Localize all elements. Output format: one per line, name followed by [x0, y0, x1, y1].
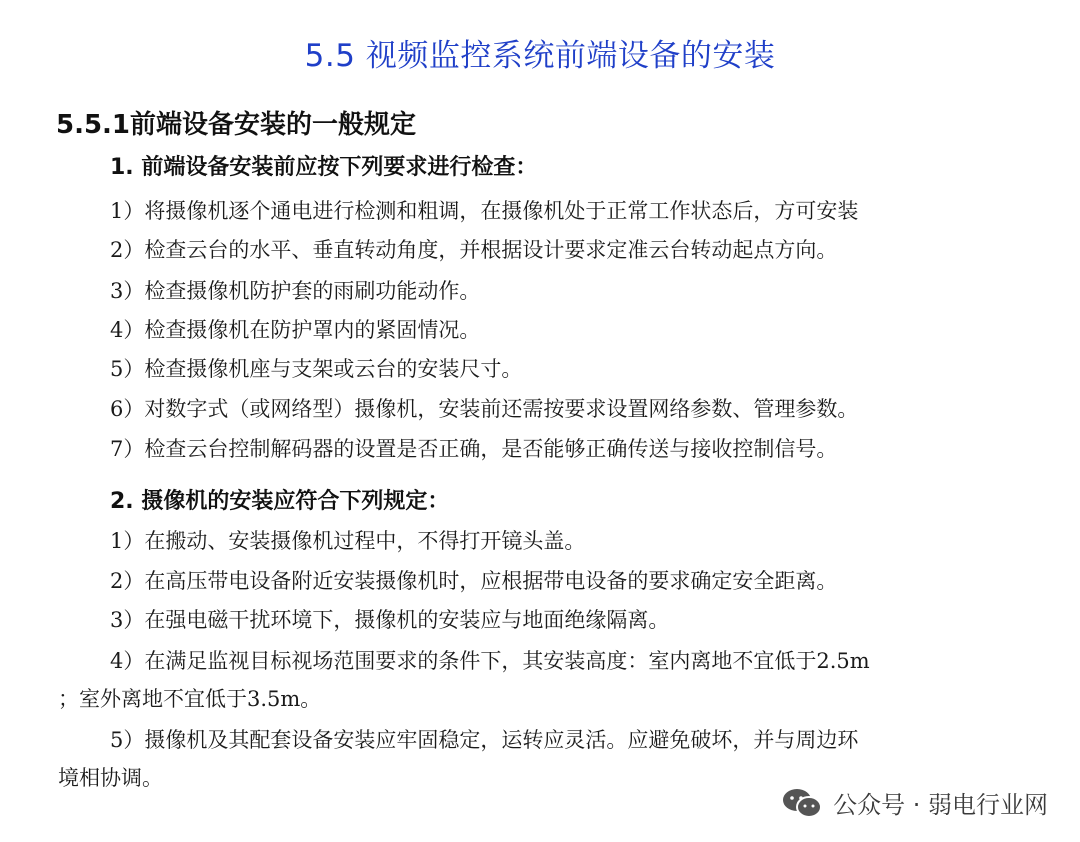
part2-item-2: 2）在高压带电设备附近安装摄像机时，应根据带电设备的要求确定安全距离。	[110, 569, 838, 593]
part2-item-4: 4）在满足监视目标视场范围要求的条件下，其安装高度：室内离地不宜低于2.5m	[110, 649, 870, 673]
part1-item-2: 2）检查云台的水平、垂直转动角度，并根据设计要求定准云台转动起点方向。	[110, 238, 838, 262]
part1-item-4: 4）检查摄像机在防护罩内的紧固情况。	[110, 318, 481, 342]
page-title: 5.5 视频监控系统前端设备的安装	[304, 38, 776, 74]
part1-item-5: 5）检查摄像机座与支架或云台的安装尺寸。	[110, 357, 523, 381]
part2-item-1: 1）在搬动、安装摄像机过程中，不得打开镜头盖。	[110, 529, 586, 553]
part1-heading: 1. 前端设备安装前应按下列要求进行检查：	[110, 155, 538, 180]
part2-item-3: 3）在强电磁干扰环境下，摄像机的安装应与地面绝缘隔离。	[110, 608, 670, 632]
part2-item-5-cont: 境相协调。	[58, 766, 163, 790]
part1-item-6: 6）对数字式（或网络型）摄像机，安装前还需按要求设置网络参数、管理参数。	[110, 397, 859, 421]
part2-heading: 2. 摄像机的安装应符合下列规定：	[110, 489, 450, 514]
part1-item-1: 1）将摄像机逐个通电进行检测和粗调，在摄像机处于正常工作状态后，方可安装	[110, 199, 859, 223]
part2-item-5: 5）摄像机及其配套设备安装应牢固稳定，运转应灵活。应避免破坏，并与周边环	[110, 728, 859, 752]
part1-item-7: 7）检查云台控制解码器的设置是否正确，是否能够正确传送与接收控制信号。	[110, 437, 838, 461]
wechat-icon	[781, 786, 823, 820]
part1-item-3: 3）检查摄像机防护套的雨刷功能动作。	[110, 279, 481, 303]
part2-item-4-cont: ；室外离地不宜低于3.5m。	[58, 687, 322, 711]
section-heading: 5.5.1前端设备安装的一般规定	[56, 110, 417, 140]
watermark-text: 公众号 · 弱电行业网	[833, 791, 1048, 819]
watermark	[781, 785, 1048, 820]
